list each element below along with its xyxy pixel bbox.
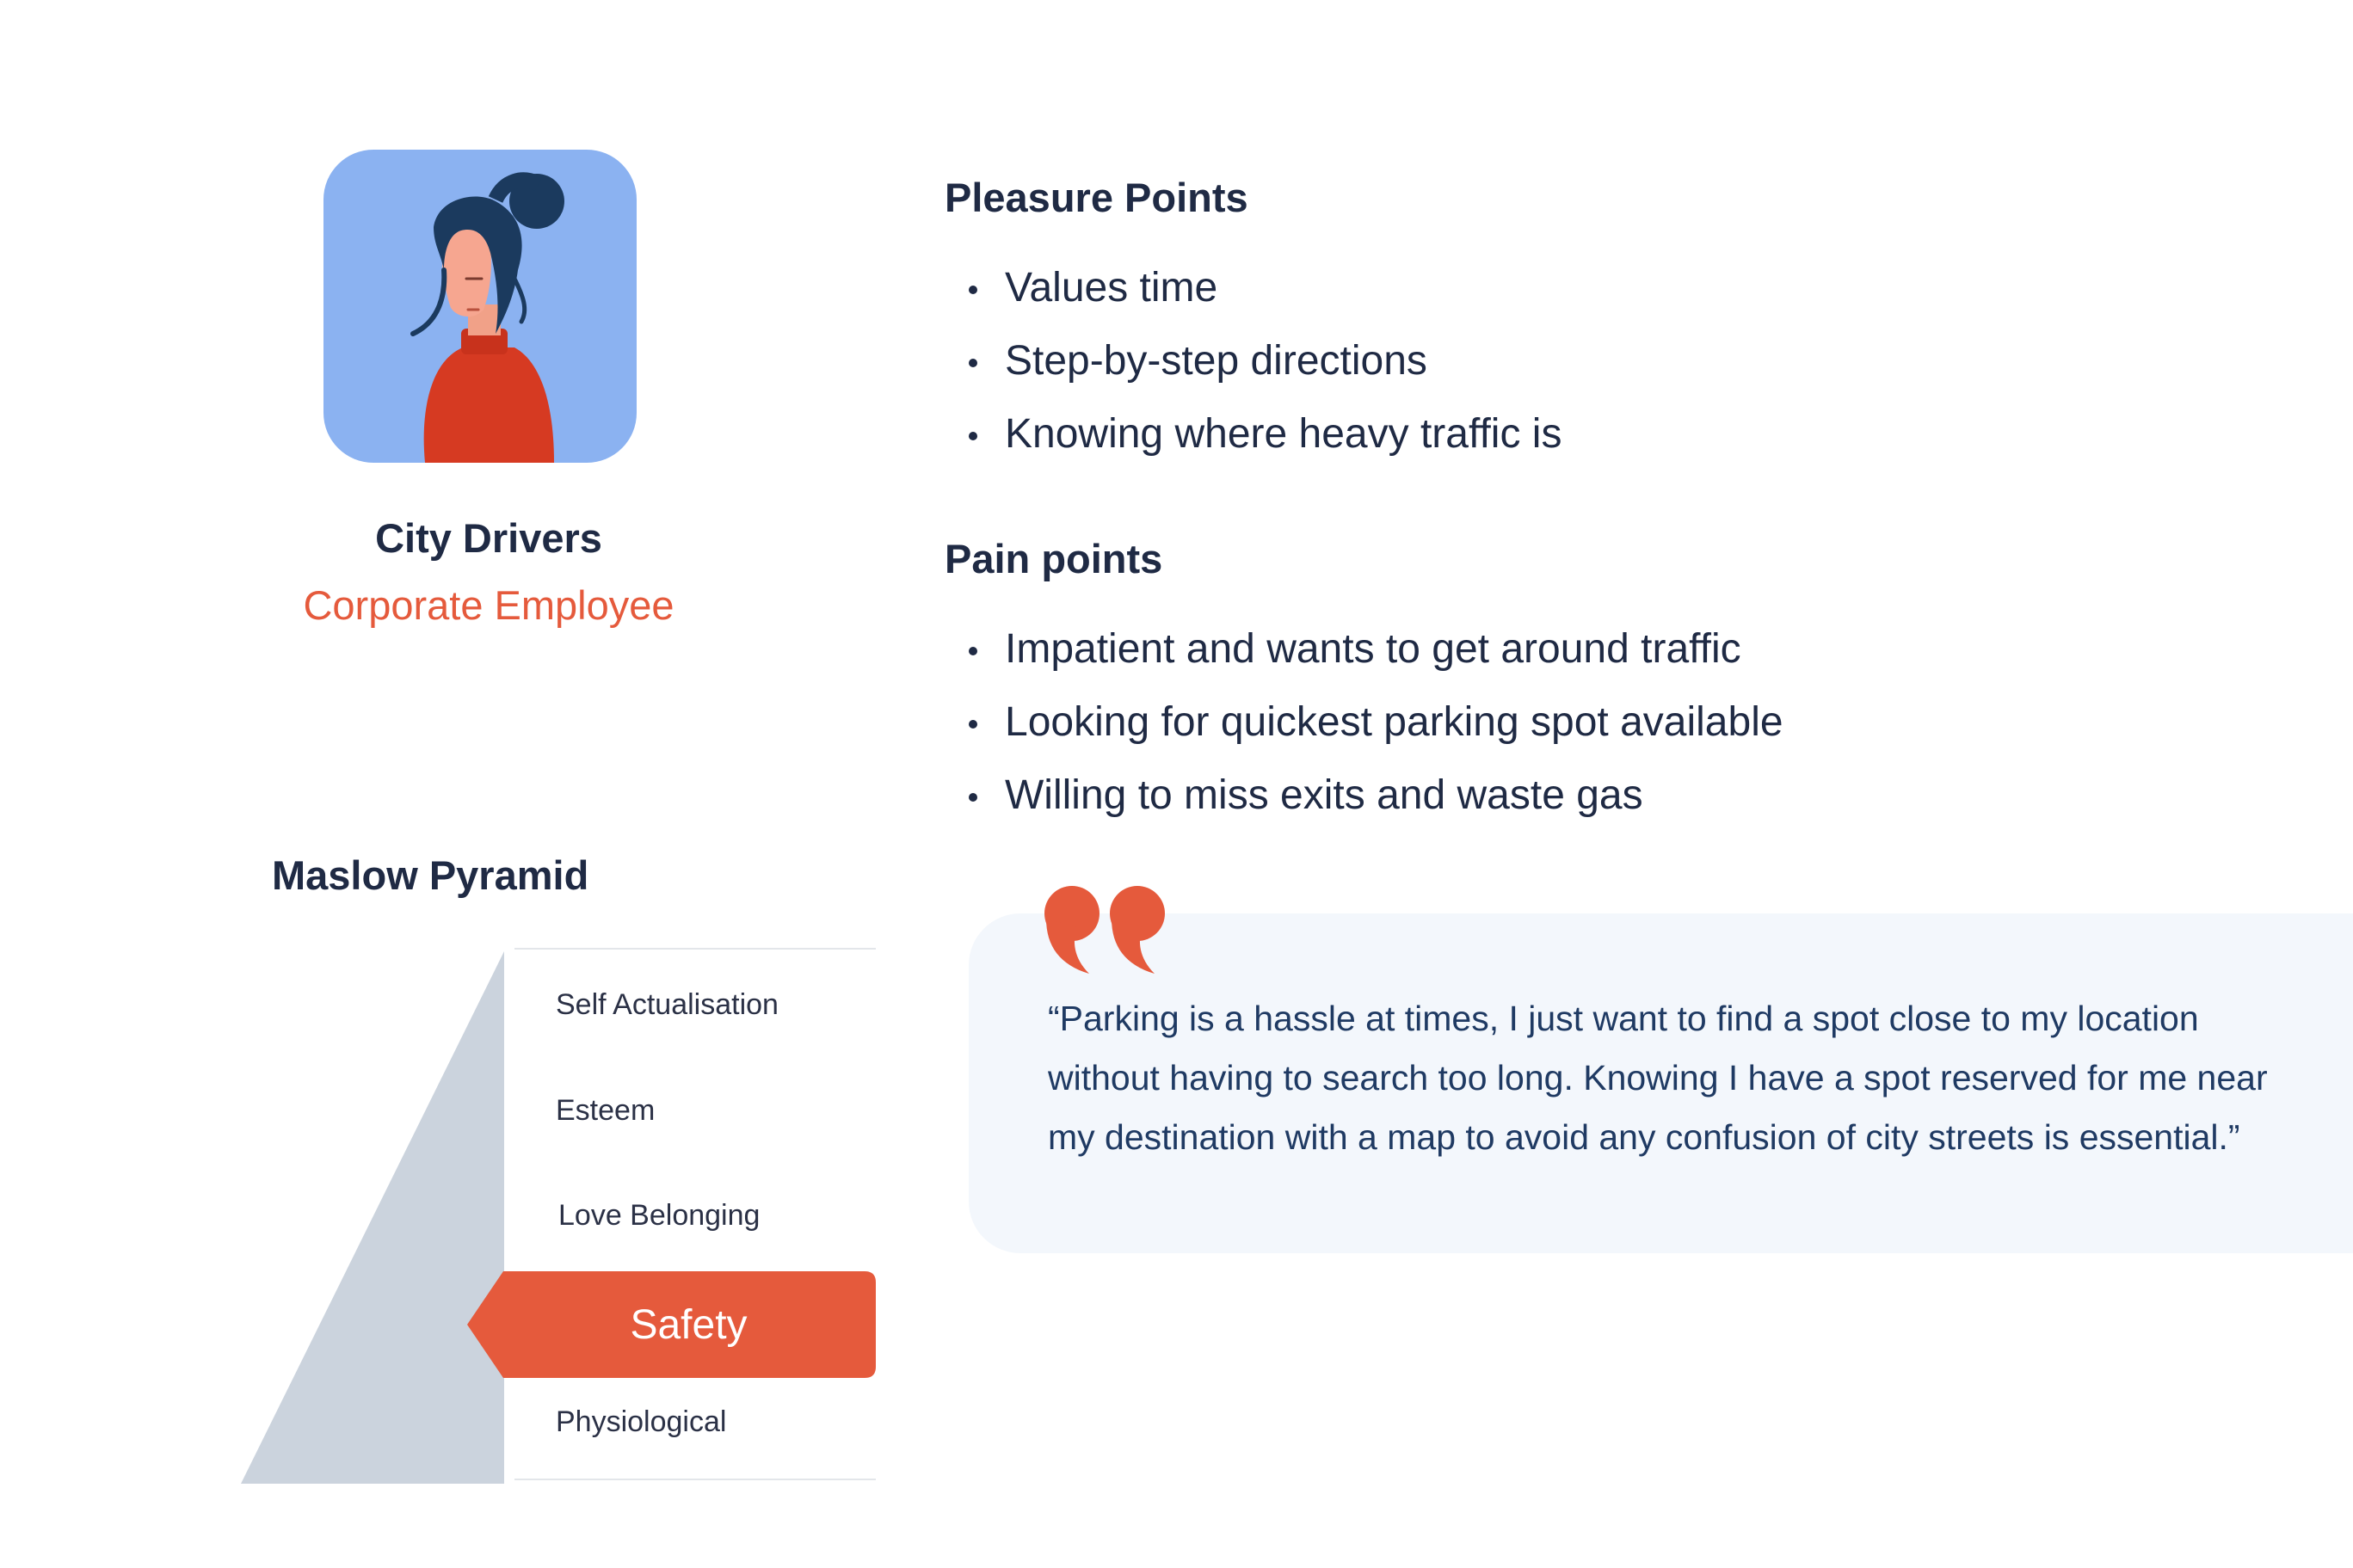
persona-name: City Drivers [375, 515, 602, 561]
persona-role: Corporate Employee [303, 582, 674, 628]
maslow-level-love-belonging: Love Belonging [558, 1199, 761, 1232]
pyramid-shape [241, 946, 516, 1484]
pleasure-point-item: Knowing where heavy traffic is [945, 409, 1561, 482]
quote-text: “Parking is a hassle at times, I just want to find a spot close to my location without having to search too long. Knowing I have a spot reserved for me near my destination with a map to avoid any confusion of city streets is essential.” [1048, 999, 2268, 1157]
pain-points-title: Pain points [945, 536, 1163, 581]
woman-portrait-illustration [323, 150, 637, 463]
maslow-level-esteem: Esteem [556, 1094, 656, 1127]
maslow-level-safety: Safety [630, 1301, 748, 1348]
persona-avatar [323, 150, 637, 463]
pleasure-point-item: Step-by-step directions [945, 335, 1561, 409]
pyramid-top-divider [514, 948, 876, 950]
pleasure-points-title: Pleasure Points [945, 175, 1248, 220]
maslow-level-physiological: Physiological [556, 1405, 727, 1438]
pyramid-bottom-divider [514, 1479, 876, 1480]
maslow-pyramid-title: Maslow Pyramid [272, 852, 589, 898]
pain-point-item: Willing to miss exits and waste gas [945, 770, 1783, 843]
pain-point-item: Impatient and wants to get around traffic [945, 624, 1783, 697]
pleasure-points-list [945, 262, 1561, 482]
pleasure-point-item: Values time [945, 262, 1561, 335]
pain-point-item: Looking for quickest parking spot available [945, 697, 1783, 770]
maslow-level-self-actualisation: Self Actualisation [556, 988, 779, 1021]
pain-points-list [945, 624, 1783, 843]
quote-mark-icon [1043, 884, 1168, 974]
